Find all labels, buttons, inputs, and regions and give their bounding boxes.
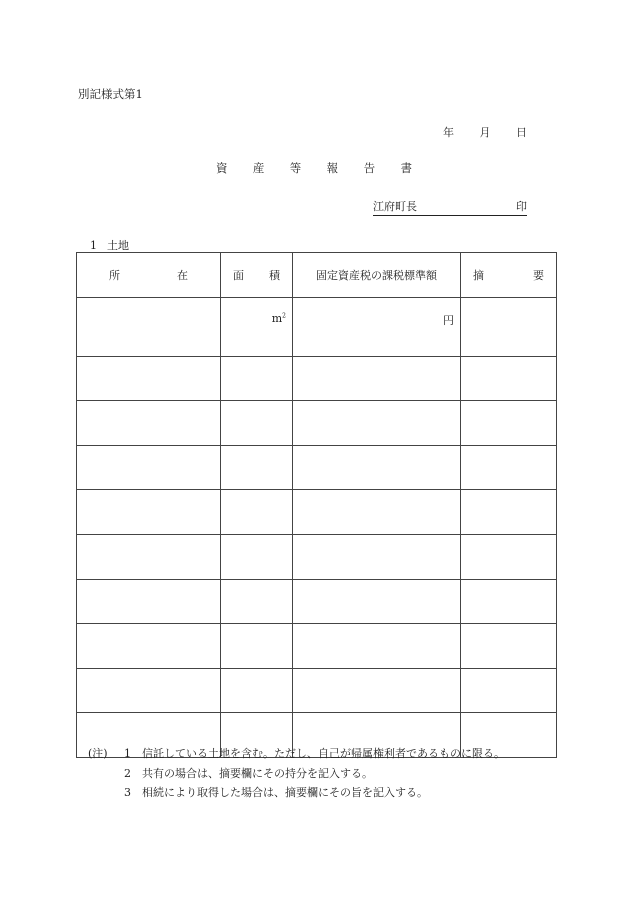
remarks-cell[interactable]: [461, 490, 557, 535]
remarks-cell[interactable]: [461, 445, 557, 490]
area-cell[interactable]: [221, 356, 293, 401]
table-row: [77, 668, 557, 713]
title-char: 告: [363, 161, 376, 175]
location-cell[interactable]: [77, 445, 221, 490]
section-title: 土地: [107, 239, 129, 252]
land-table: [76, 252, 557, 758]
section-heading: [90, 237, 129, 253]
remarks-cell[interactable]: [461, 401, 557, 446]
tax-value-cell[interactable]: [293, 579, 461, 624]
table-row: [77, 401, 557, 446]
area-cell[interactable]: [221, 298, 293, 357]
table-row: [77, 356, 557, 401]
day-label: 日: [516, 126, 527, 139]
area-cell[interactable]: [221, 401, 293, 446]
tax-value-cell[interactable]: [293, 490, 461, 535]
remarks-cell[interactable]: [461, 298, 557, 357]
title-char: 産: [252, 161, 265, 175]
title-char: 資: [216, 161, 228, 175]
table-header-row: [77, 253, 557, 298]
area-cell[interactable]: [221, 534, 293, 579]
remarks-cell[interactable]: [461, 534, 557, 579]
location-cell[interactable]: [77, 490, 221, 535]
date-line: [443, 124, 527, 140]
remarks-cell[interactable]: [461, 356, 557, 401]
tax-value-cell[interactable]: [293, 624, 461, 669]
seal-mark: 印: [516, 200, 527, 213]
header-remarks: 摘 要: [461, 253, 557, 298]
tax-value-cell[interactable]: [293, 445, 461, 490]
location-cell[interactable]: [77, 579, 221, 624]
location-cell[interactable]: [77, 298, 221, 357]
location-cell[interactable]: [77, 624, 221, 669]
area-cell[interactable]: [221, 490, 293, 535]
remarks-cell[interactable]: [461, 579, 557, 624]
currency-unit: 円: [443, 314, 454, 327]
area-cell[interactable]: [221, 445, 293, 490]
tax-value-cell[interactable]: [293, 401, 461, 446]
notes-prefix: (注): [88, 747, 108, 760]
area-cell[interactable]: [221, 624, 293, 669]
header-location: 所 在: [77, 253, 221, 298]
title-char: 書: [400, 161, 412, 175]
tax-value-cell[interactable]: [293, 298, 461, 357]
addressee-name: 江府町長: [373, 200, 417, 213]
note-item: [88, 764, 505, 784]
area-cell[interactable]: [221, 579, 293, 624]
document-title: [216, 160, 412, 176]
tax-value-cell[interactable]: [293, 668, 461, 713]
note-number: 2: [124, 766, 131, 780]
note-number: 3: [124, 786, 131, 799]
notes: [88, 744, 505, 803]
area-unit: $m^2$: [271, 312, 286, 325]
title-char: 等: [289, 161, 302, 175]
remarks-cell[interactable]: [461, 624, 557, 669]
table-row: [77, 579, 557, 624]
remarks-cell[interactable]: [461, 668, 557, 713]
tax-value-cell[interactable]: [293, 356, 461, 401]
note-item: [88, 783, 505, 803]
table-row: [77, 445, 557, 490]
area-cell[interactable]: [221, 668, 293, 713]
addressee-line: [373, 198, 527, 216]
note-text: 相続により取得した場合は、摘要欄にその旨を記入する。: [142, 786, 428, 799]
header-tax-value: 固定資産税の課税標準額: [293, 253, 461, 298]
month-label: 月: [479, 126, 491, 139]
tax-value-cell[interactable]: [293, 534, 461, 579]
location-cell[interactable]: [77, 356, 221, 401]
section-number: 1: [90, 239, 97, 252]
title-char: 報: [326, 161, 339, 175]
header-area: 面 積: [221, 253, 293, 298]
location-cell[interactable]: [77, 401, 221, 446]
table-row: [77, 624, 557, 669]
table-row: [77, 298, 557, 357]
year-label: 年: [443, 126, 454, 139]
note-text: 共有の場合は、摘要欄にその持分を記入する。: [142, 766, 373, 780]
location-cell[interactable]: [77, 668, 221, 713]
note-item: [88, 744, 505, 764]
table-row: [77, 534, 557, 579]
note-text: 信託している土地を含む。ただし、自己が帰属権利者であるものに限る。: [142, 747, 505, 760]
location-cell[interactable]: [77, 534, 221, 579]
note-number: 1: [124, 747, 131, 760]
table-row: [77, 490, 557, 535]
form-id: 別記様式第1: [78, 87, 143, 101]
